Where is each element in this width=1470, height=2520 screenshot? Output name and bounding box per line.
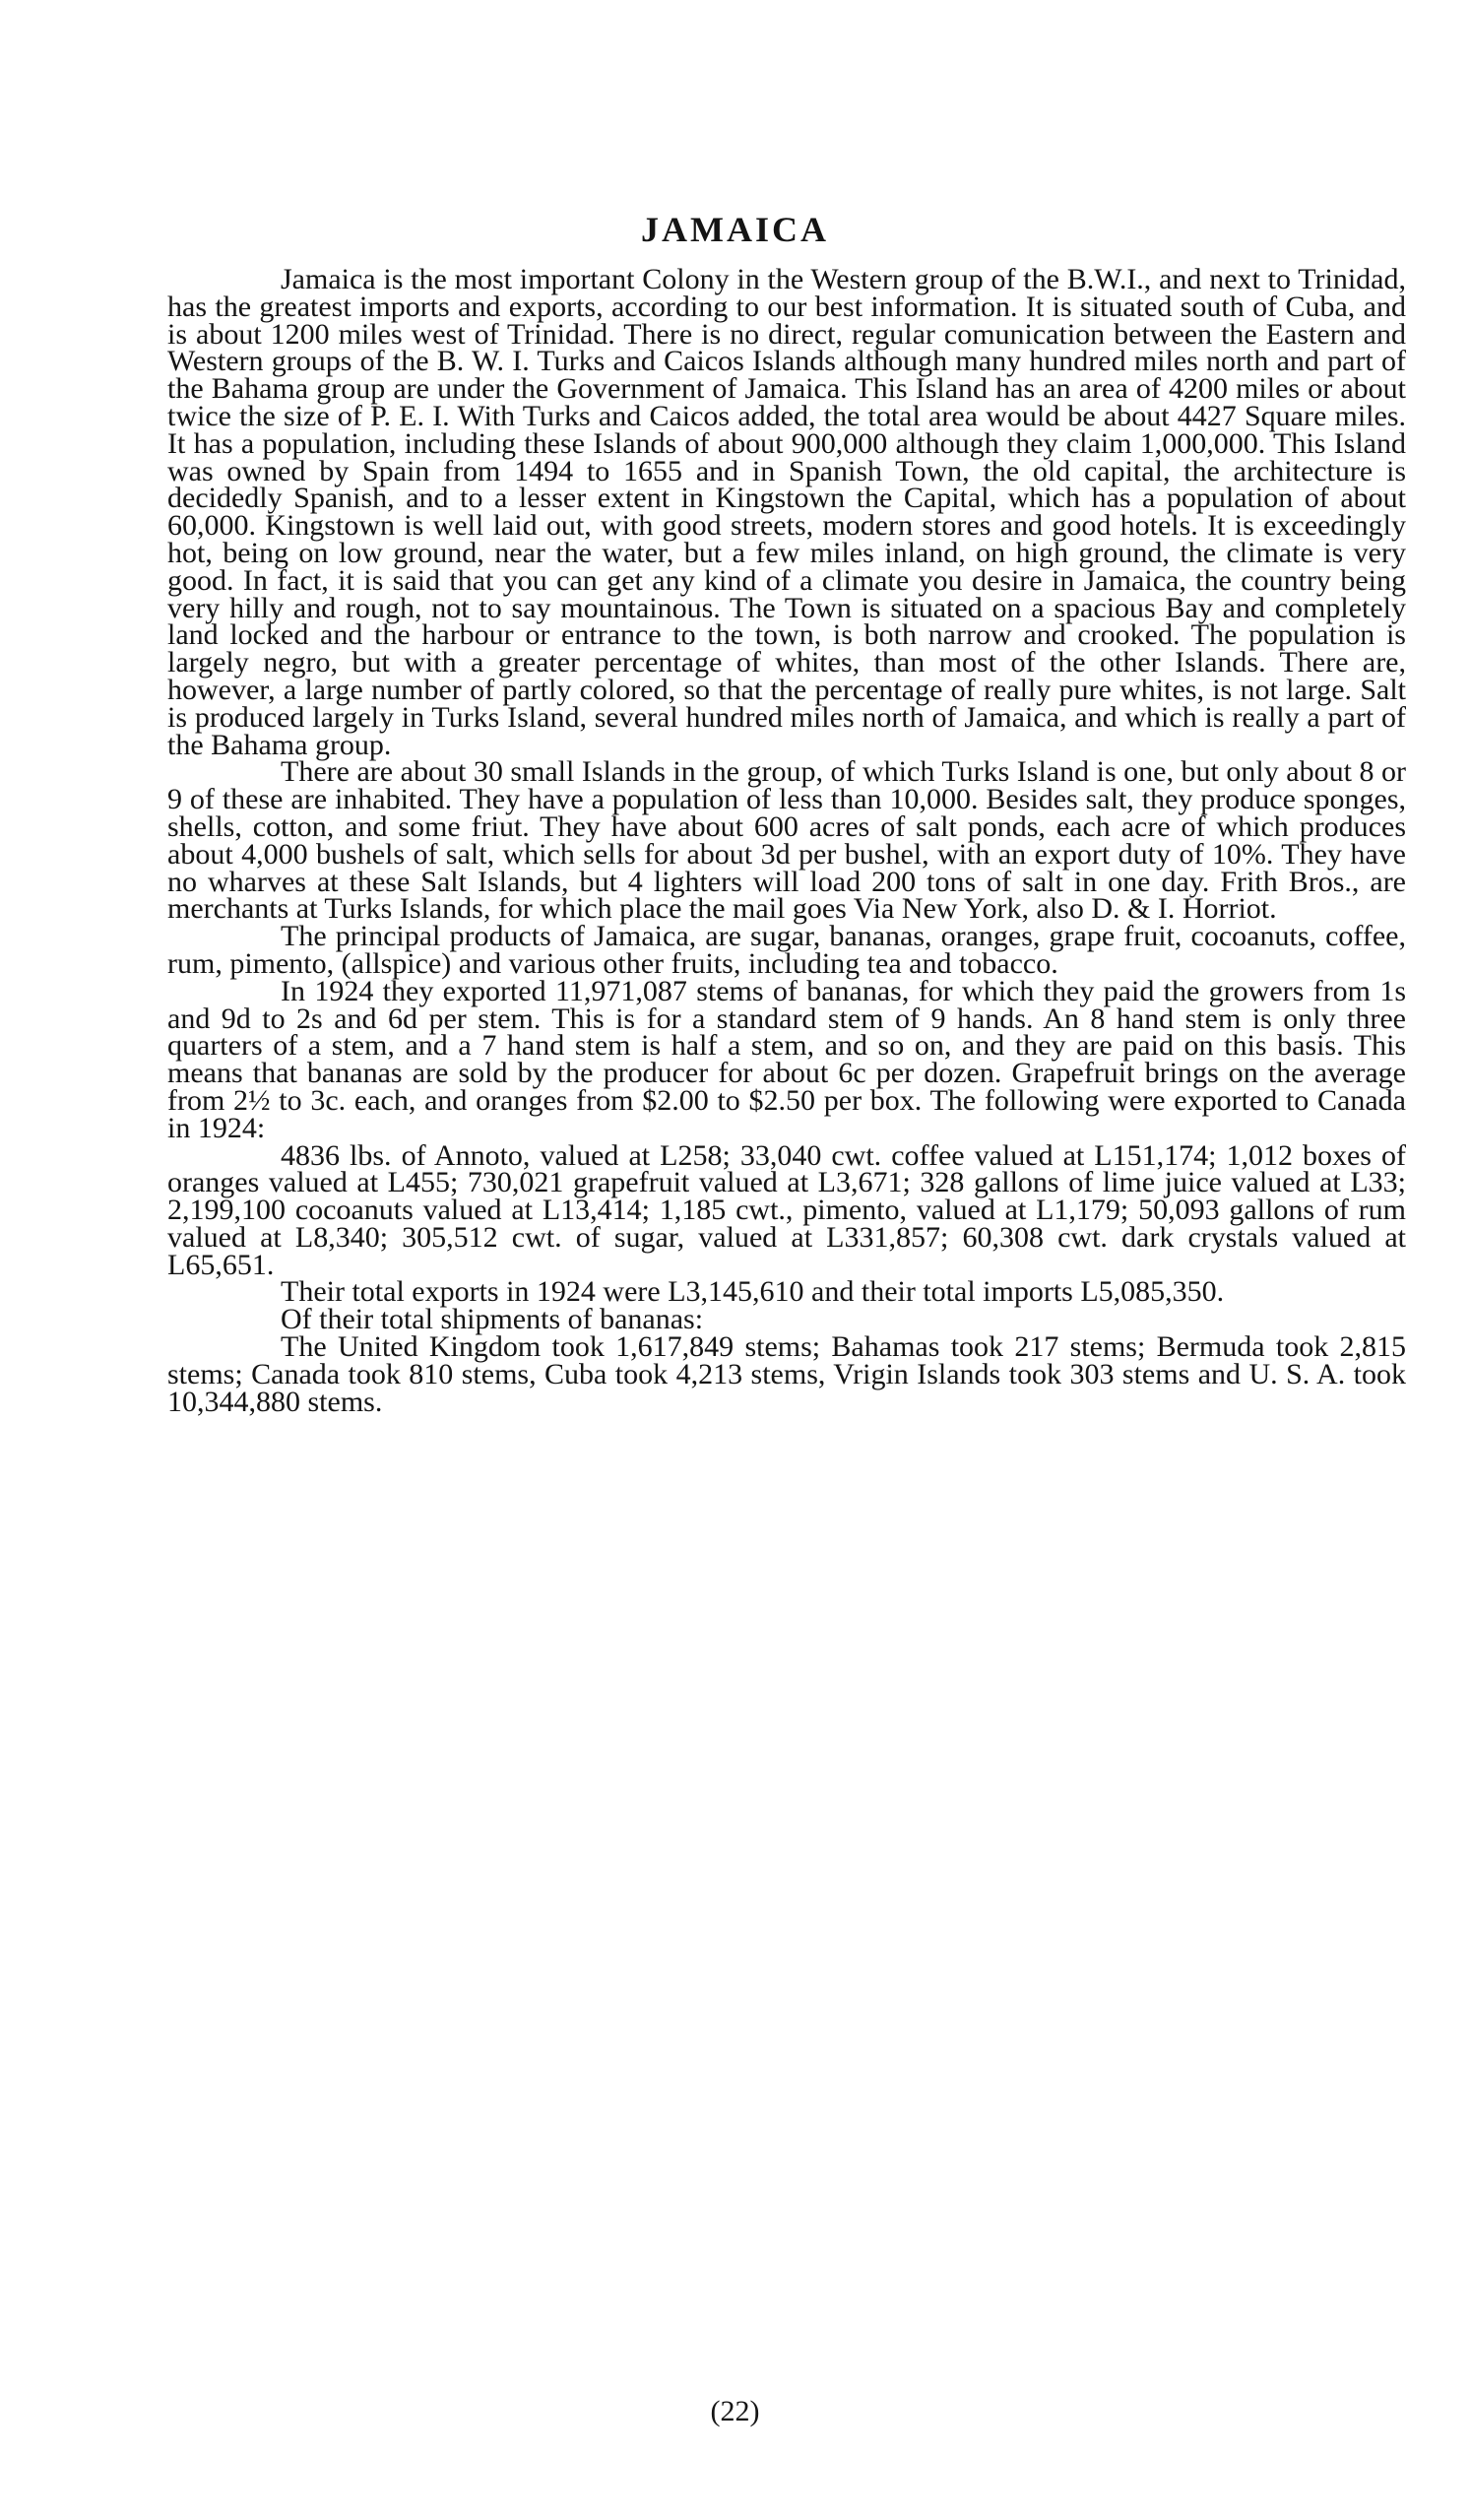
document-body <box>167 263 1406 1418</box>
paragraph-banana-shipments: The United Kingdom took 1,617,849 stems; Bahamas took 217 stems; Bermuda took 2,815 stems; Canada took 810 stems, Cuba took 4,213 stems, Vrigin Islands took 303 stems and U. S. A. took 10,344,880 stems. <box>167 1330 1406 1418</box>
paragraph-turks-islands: There are about 30 small Islands in the group, of which Turks Island is one, but only about 8 or 9 of these are inhabited. They have a population of less than 10,000. Besides salt, they produce sponges, shells, cotton, and some friut. They have about 600 acres of salt ponds, each acre of which produces about 4,000 bushels of salt, which sells for about 3d per bushel, with an export duty of 10%. They have no wharves at these Salt Islands, but 4 lighters will load 200 tons of salt in one day. Frith Bros., are merchants at Turks Islands, for which place the mail goes Via New York, also D. & I. Horriot. <box>167 755 1406 926</box>
paragraph-overview: Jamaica is the most important Colony in the Western group of the B.W.I., and next to Trinidad, has the greatest imports and exports, according to our best information. It is situated south of Cuba, and is about 1200 miles west of Trinidad. There is no direct, regular comunication between the Eastern and Western groups of the B. W. I. Turks and Caicos Islands although many hundred miles north and part of the Bahama group are under the Government of Jamaica. This Island has an area of 4200 miles or about twice the size of P. E. I. With Turks and Caicos added, the total area would be about 4427 Square miles. It has a population, including these Islands of about 900,000 although they claim 1,000,000. This Island was owned by Spain from 1494 to 1655 and in Spanish Town, the old capital, the architecture is decidedly Spanish, and to a lesser extent in Kingstown the Capital, which has a population of about 60,000. Kingstown is well laid out, with good streets, modern stores and good hotels. It is exceedingly hot, being on low ground, near the water, but a few miles inland, on high ground, the climate is very good. In fact, it is said that you can get any kind of a climate you desire in Jamaica, the country being very hilly and rough, not to say mountainous. The Town is situated on a spacious Bay and completely land locked and the harbour or entrance to the town, is both narrow and crooked. The population is largely negro, but with a greater percentage of whites, than most of the other Islands. There are, however, a large number of partly colored, so that the percentage of really pure whites, is not large. Salt is produced largely in Turks Island, several hundred miles north of Jamaica, and which is really a part of the Bahama group. <box>167 263 1406 761</box>
paragraph-banana-exports: In 1924 they exported 11,971,087 stems of bananas, for which they paid the growers from 1s and 9d to 2s and 6d per stem. This is for a standard stem of 9 hands. An 8 hand stem is only three quarters of a stem, and a 7 hand stem is half a stem, and so on, and they are paid on this basis. This means that bananas are sold by the producer for about 6c per dozen. Grapefruit brings on the average from 2½ to 3c. each, and oranges from $2.00 to $2.50 per box. The following were exported to Canada in 1924: <box>167 974 1406 1144</box>
paragraph-principal-products: The principal products of Jamaica, are sugar, bananas, oranges, grape fruit, cocoanuts, coffee, rum, pimento, (allspice) and various other fruits, including tea and tobacco. <box>167 920 1406 980</box>
paragraph-canada-exports: 4836 lbs. of Annoto, valued at L258; 33,040 cwt. coffee valued at L151,174; 1,012 boxes of oranges valued at L455; 730,021 grapefruit valued at L3,671; 328 gallons of lime juice valued at L33; 2,199,100 cocoanuts valued at L13,414; 1,185 cwt., pimento, valued at L1,179; 50,093 gallons of rum valued at L8,340; 305,512 cwt. of sugar, valued at L331,857; 60,308 cwt. dark crystals valued at L65,651. <box>167 1138 1406 1281</box>
paragraph-totals: Their total exports in 1924 were L3,145,610 and their total imports L5,085,350. <box>281 1275 1225 1309</box>
paragraph-banana-shipments-heading: Of their total shipments of bananas: <box>281 1303 704 1336</box>
page-number: (22) <box>710 2395 760 2427</box>
page-title: JAMAICA <box>641 210 829 249</box>
